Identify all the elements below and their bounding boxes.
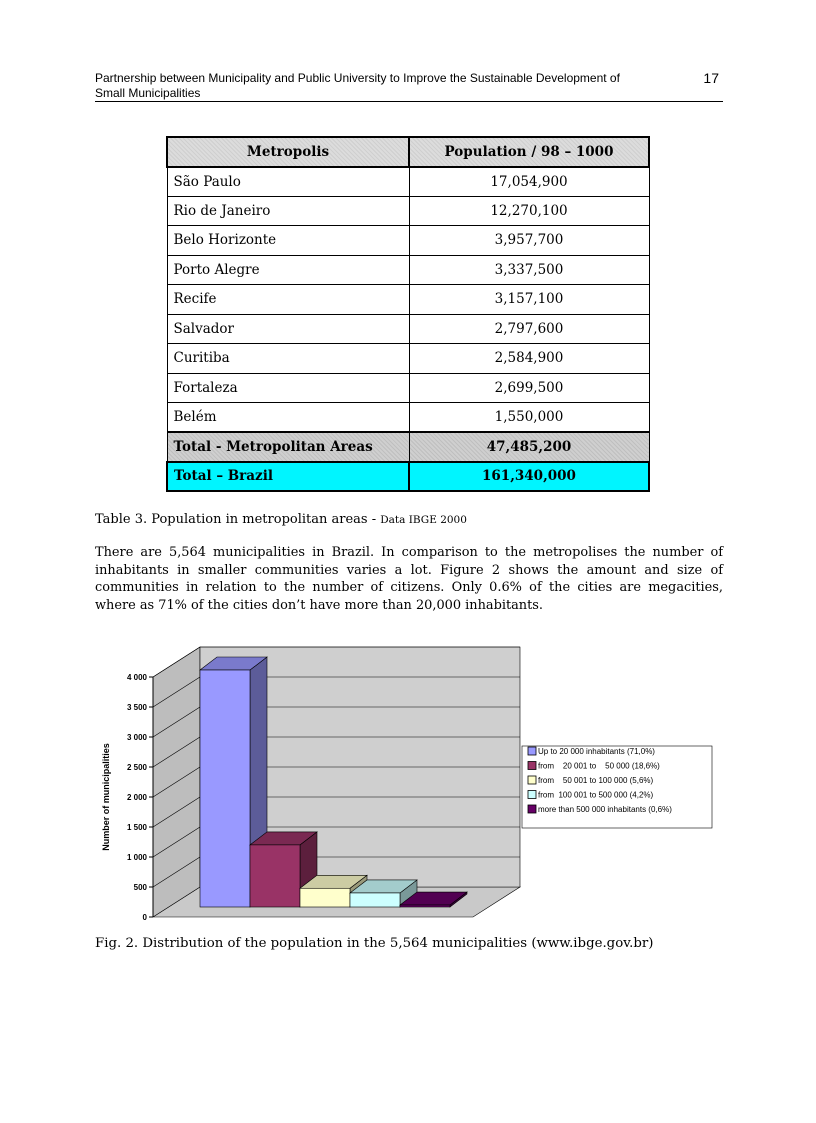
population-cell: 3,157,100 [409,285,649,315]
table-row [167,373,649,403]
bar-chart [95,640,723,930]
running-title: Partnership between Municipality and Public University to Improve the Sustainable Development of Small Municipalities [95,71,620,100]
city-cell: Belém [167,403,409,433]
y-tick-label: 1 000 [126,853,147,862]
city-cell: Recife [167,285,409,315]
y-tick-label: 500 [133,883,147,892]
table-caption-text: Table 3. Population in metropolitan areas - [95,512,381,527]
legend-box [522,746,712,828]
bar-front [400,905,450,907]
table-row [167,403,649,433]
y-axis [127,673,153,922]
total-metropolitan-row [167,432,649,462]
page-header [95,71,723,102]
table-row [167,196,649,226]
table-header-row [167,137,649,167]
city-cell: Curitiba [167,344,409,374]
total-metropolitan-label: Total - Metropolitan Areas [167,432,409,462]
y-tick-label: 2 000 [126,793,147,802]
y-tick-label: 4 000 [126,673,147,682]
city-cell: Salvador [167,314,409,344]
total-brazil-label: Total – Brazil [167,462,409,492]
y-tick-label: 2 500 [126,763,147,772]
population-cell: 3,337,500 [409,255,649,285]
col-header-population: Population / 98 – 1000 [409,137,649,167]
table-row [167,167,649,197]
legend-label: from 50 001 to 100 000 (5,6%) [538,776,654,785]
y-tick-label: 0 [142,913,147,922]
bar-front [200,670,250,907]
population-cell: 17,054,900 [409,167,649,197]
population-table [166,136,650,492]
bar-front [250,845,300,907]
table-row [167,226,649,256]
y-tick-label: 1 500 [126,823,147,832]
table-row [167,255,649,285]
population-cell: 2,584,900 [409,344,649,374]
city-cell: Rio de Janeiro [167,196,409,226]
city-cell: Belo Horizonte [167,226,409,256]
legend-label: from 20 001 to 50 000 (18,6%) [538,761,660,771]
body-paragraph: There are 5,564 municipalities in Brazil. In comparison to the metropolises the number of inhabitants in smaller communities varies a lot. Figure 2 shows the amount and size of communities in relation to the number of citizens. Only 0.6% of the cities are megacities, where as 71% of the cities don’t have more than 20,000 inhabitants. [95,545,723,613]
legend-swatch [528,805,536,813]
population-cell: 2,699,500 [409,373,649,403]
page-number: 17 [703,70,719,86]
table-row [167,285,649,315]
total-brazil-row [167,462,649,492]
y-tick-label: 3 000 [126,733,147,742]
table-caption-source: Data IBGE 2000 [380,514,467,526]
population-cell: 1,550,000 [409,403,649,433]
legend-label: more than 500 000 inhabitants (0,6%) [538,805,672,814]
legend-swatch [528,747,536,755]
population-cell: 3,957,700 [409,226,649,256]
table-row [167,314,649,344]
total-metropolitan-value: 47,485,200 [409,432,649,462]
table-row [167,344,649,374]
legend-swatch [528,776,536,784]
legend-label: Up to 20 000 inhabitants (71,0%) [538,747,655,756]
city-cell: São Paulo [167,167,409,197]
bar-front [300,888,350,907]
figure-caption: Fig. 2. Distribution of the population in the 5,564 municipalities (www.ibge.gov.br) [95,936,654,951]
legend-swatch [528,791,536,799]
legend-swatch [528,762,536,770]
bar-front [350,893,400,907]
table-caption [95,512,467,527]
legend-label: from 100 001 to 500 000 (4,2%) [538,790,654,800]
col-header-metropolis: Metropolis [167,137,409,167]
y-tick-label: 3 500 [126,703,147,712]
population-cell: 12,270,100 [409,196,649,226]
total-brazil-value: 161,340,000 [409,462,649,492]
population-cell: 2,797,600 [409,314,649,344]
city-cell: Porto Alegre [167,255,409,285]
y-axis-label: Number of municipalities [101,743,111,851]
city-cell: Fortaleza [167,373,409,403]
